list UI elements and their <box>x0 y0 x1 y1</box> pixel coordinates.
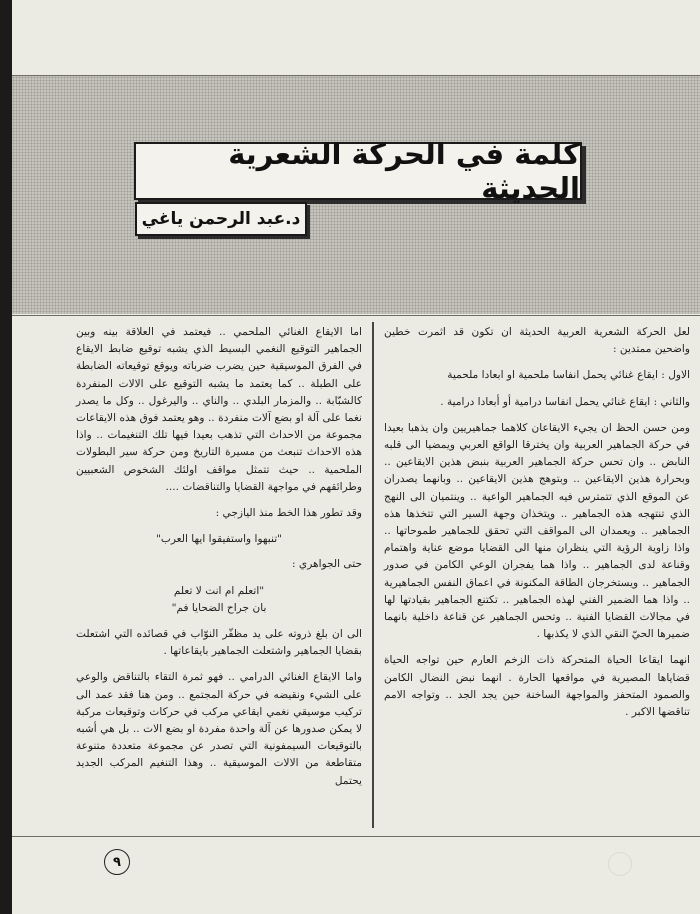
banner-bottom-rule <box>12 315 700 316</box>
paragraph: ومن حسن الحظ ان يجيء الايقاعان كلاهما جماهيريين وان يذهبا بعيدا في حركة الجماهير العربية وان يخترقا الواقع العربي ويمضيا الى قلبه النابض .. وان تحس حركة الجماهير العربية بنبض هذين الايقاعين .. وبحرارة هذين الايقاعين .. وبتوهج هذين الايقاعين .. وبانهما يصدران عن الموقع الذي تتمترس فيه الجماهير الواعية .. وينتميان الى النهج الذي تنتهجه هذه الجماهير .. ويتخذان وجهة السير التي تتخذها هذه الجماهير .. ويعمدان الى المواقف التي تحقق للجماهير طموحاتها .. واذا زاوية الرؤية التي ينظران منها الى القضايا موضع عناية واهتمام وقناعة لدى الجماهير .. واذا هما يفجران الوعي الكامن في صدور الجماهير .. ويستخرجان الطاقة المكنونة في اعماق النفس الجماهيرية .. واذا هما الضمير الفني لهذه الجماهير .. تكتنع الجماهير بقيادتها لها في مجالات القضايا الفنية .. وتحس الجماهير عن قناعة داخلية بانهما ضميرها الحيّ النقي الذي لا يكذبها . <box>384 421 690 641</box>
article-column-right <box>384 324 690 730</box>
title-banner <box>12 76 700 314</box>
paragraph: وقد تطور هذا الخط منذ اليازجي : <box>215 507 362 520</box>
article-column-left <box>76 324 362 799</box>
paragraph: الى ان بلغ ذروته على يد مظفّر النوّاب في قصائده التي اشتعلت بقضايا الجماهير واشتعلت الجماهير بايقاعاتها . <box>76 628 362 658</box>
paragraph: لعل الحركة الشعرية العربية الحديثة ان تكون قد اثمرت خطين واضحين ممتدين : <box>384 326 690 356</box>
paragraph: والثاني : ايقاع غنائي يحمل انفاسا درامية أو أبعادا درامية . <box>440 395 690 408</box>
magazine-page <box>12 0 700 914</box>
verse-quote: بان جراح الضحايا فم" <box>171 601 267 614</box>
paragraph: الاول : ايقاع غنائي يحمل انفاسا ملحمية او ابعادا ملحمية <box>447 369 690 382</box>
verse-quote: "تنبهوا واستفيقوا ايها العرب" <box>155 533 283 546</box>
column-divider <box>372 322 374 828</box>
paragraph: حتى الجواهري : <box>291 558 362 571</box>
page-number: ٩ <box>104 849 130 875</box>
paragraph: انهما ايقاعا الحياة المتحركة ذات الزخم العارم حين تواجه الحياة قضاياها المصيرية في مواقعها الحارة . انهما نبض النضال الكامن والصمود المتحفز والمواجهة الساخنة حين يجد الجد .. وتواجه الامم تناقضها الاكبر . <box>384 654 690 719</box>
author-name: د.عبد الرحمن ياغي <box>135 202 307 236</box>
article-title: كلمة في الحركة الشعرية الحديثة <box>134 142 582 200</box>
bleed-through-mark <box>608 852 632 876</box>
footer-rule <box>12 836 700 837</box>
paragraph: واما الايقاع الغنائي الدرامي .. فهو ثمرة التقاء بالتناقض والوعي على الشيء ونقيضه في حركة المجتمع .. ومن هنا فقد عمد الى تركيب موسيقي نغمي ايقاعي مركب في حركات وتوقيعات مركبة لا يمكن صدورها عن آلة واحدة مفردة او بضع الات .. بل هي أشبه بالتوقيعات السيمفونية التي تصدر عن مجموعة متعددة متنوعة متقاطعة من الالات الموسيقية .. وهذا التنغيم المركب الجديد يحتمل <box>76 671 362 787</box>
verse-quote: "اتعلم ام انت لا تعلم <box>173 584 265 597</box>
paragraph: اما الايقاع الغنائي الملحمي .. فيعتمد في العلاقة بينه وبين الجماهير التوقيع النغمي البسيط الذي يشبه توقيع ضابط الايقاع في الفرق الموسيقية حين يضرب ضرباته ويوقع توقيعاته الضابطة على الطبلة .. كما يعتمد ما يشبه التوقيع على الالات المنفردة كالشبّابة .. والمزمار البلدي .. والناي .. واليرغول .. وكل ما يصدر نغما على آلة او بضع آلات منفردة .. وهو يعتمد فوق هذه الايقاعات مجموعة من الاحداث التي تذهب بعيدا فيها تلك التنغيمات .. واذا هذه الاحداث تنبعث من مسيرة التاريخ ومن حركة سير البطولات الملحمية .. حيث تتمثل مواقف اولئك الشخوص الشعبيين وطرائقهم في مواجهة القضايا والتناقضات .... <box>76 326 362 493</box>
